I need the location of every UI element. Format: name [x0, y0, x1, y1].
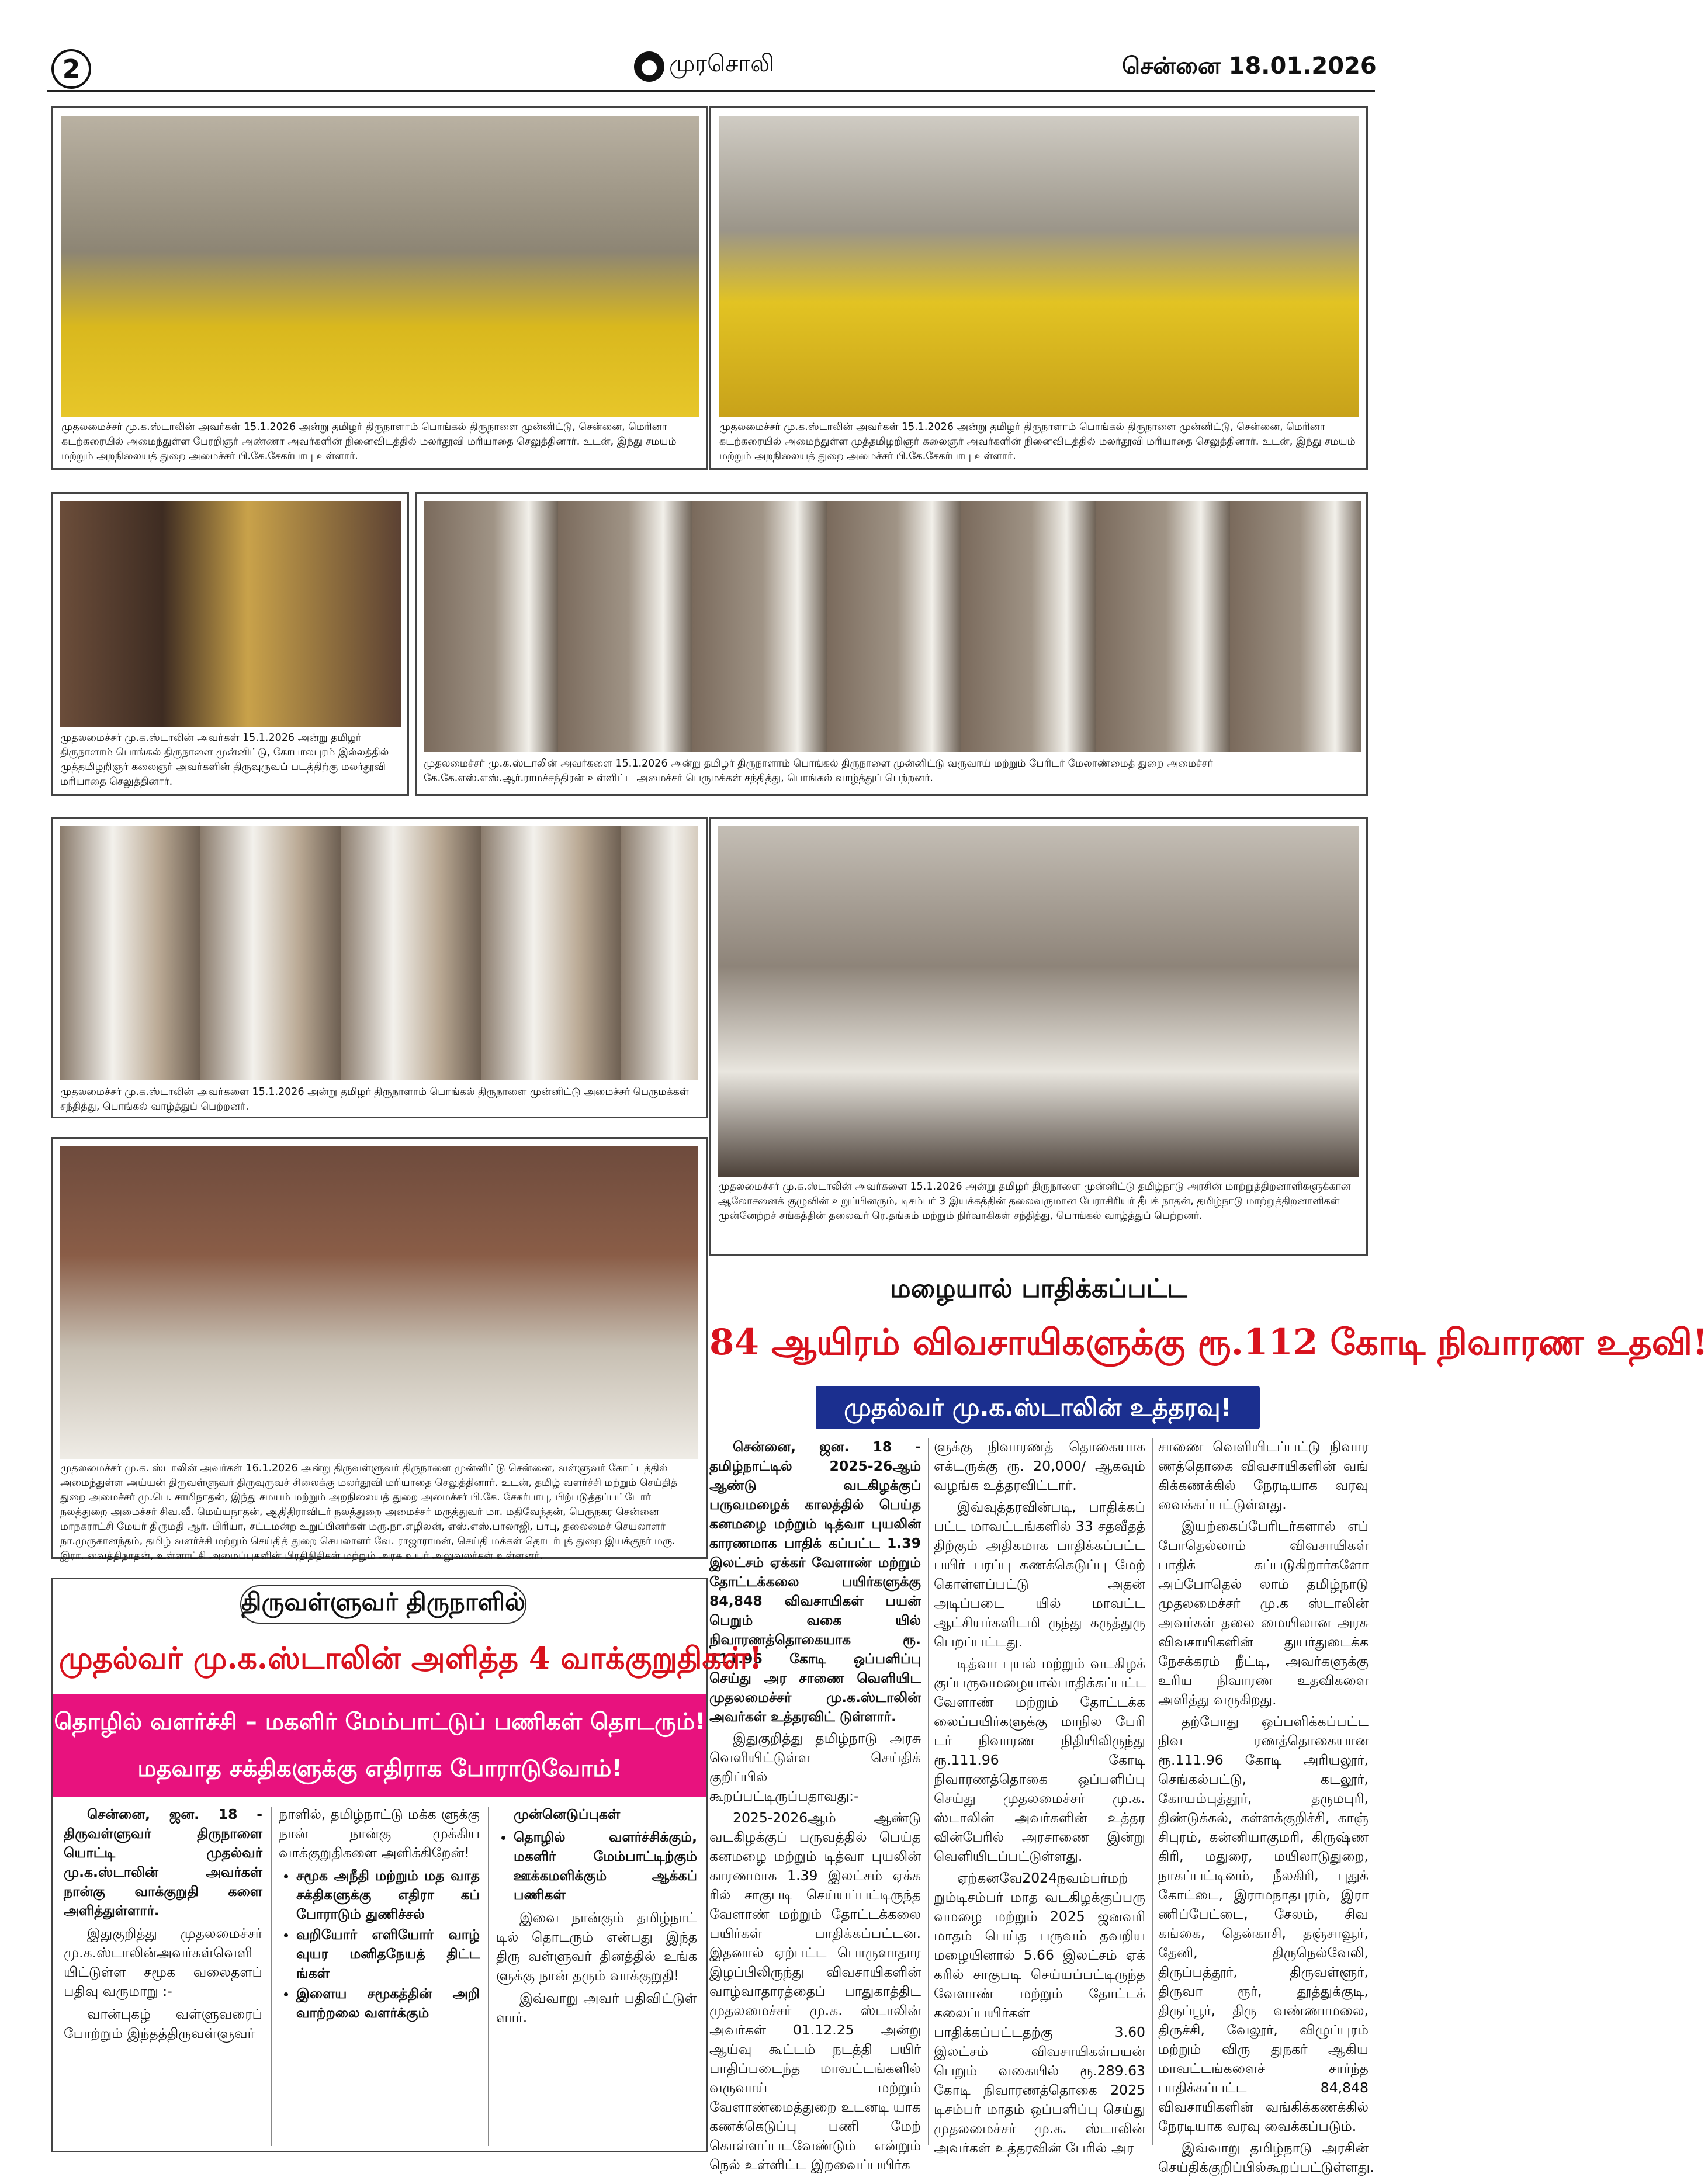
relief-c1-p3: 2025-2026ஆம் ஆண்டு வடகிழக்குப் பருவத்தில் பெய்த கனமழை மற்றும் டித்வா புயலின் காரணமாக 1.39 இலட்சம் ஏக்க ரில் சாகுபடி செய்யப்பட்டிருந்த வேளாண் மற்றும் தோட்டக்கலை பயிர்கள் பாதிக்கப்பட்டன. இதனால் ஏற்பட்ட பொருளாதார இழப்பிலிருந்து விவசாயிகளின் வாழ்வாதாரத்தைப் பாதுகாத்திட முதலமைச்சர் மு.க. ஸ்டாலின் அவர்கள் 01.12.25 அன்று ஆய்வு கூட்டம் நடத்தி பயிர் பாதிப்படைந்த மாவட்டங்களில் வருவாய் மற்றும் வேளாண்மைத்துறை உடனடி யாக கணக்கெடுப்பு பணி மேற் கொள்ளப்படவேண்டும் என்றும் நெல் உள்ளிட்ட இறவைப்பயிர்க	[709, 1809, 921, 2173]
relief-c2-p4: ஏற்கனவே2024நவம்பர்மற் றும்டிசம்பர் மாத வடகிழக்குப்பரு வமழை மற்றும் 2025 ஜனவரி மாதம் பெய்த பருவம் தவறிய மழையினால் 5.66 இலட்சம் ஏக் கரில் சாகுபடி செய்யப்பட்டிருந்த வேளாண் மற்றும் தோட்டக் கலைப்பயிர்கள் பாதிக்கப்பட்டதற்கு 3.60 இலட்சம் விவசாயிகள்பயன் பெறும் வகையில் ரூ.289.63 கோடி நிவாரணத்தொகை 2025 டிசம்பர் மாதம் ஒப்பளிப்பு செய்து முதலமைச்சர் மு.க. ஸ்டாலின் அவர்கள் உத்தரவின் பேரில் அர	[934, 1870, 1145, 2156]
relief-column-1	[709, 1437, 921, 2173]
relief-subhead: முதல்வர் மு.க.ஸ்டாலின் உத்தரவு!	[816, 1386, 1260, 1429]
valluvar-c1-p2: வான்புகழ் வள்ளுவரைப் போற்றும் இந்தத்திருவள்ளுவர்	[64, 2006, 262, 2041]
valluvar-band-line2: மதவாத சக்திகளுக்கு எதிராக போராடுவோம்!	[137, 1755, 622, 1782]
relief-c2-p3: டித்வா புயல் மற்றும் வடகிழக் குப்பருவமழையால்பாதிக்கப்பட்ட வேளாண் மற்றும் தோட்டக்க லைப்பயிர்களுக்கு மாநில பேரி டர் நிவாரண நிதியிலிருந்து ரூ.111.96 கோடி நிவாரணத்தொகை ஒப்பளிப்பு செய்து முதலமைச்சர் மு.க. ஸ்டாலின் அவர்களின் உத்தர வின்பேரில் அரசாணை இன்று வெளியிடப்பட்டுள்ளது.	[934, 1655, 1146, 1864]
valluvar-bullet-1: • சமூக அநீதி மற்றும் மத வாத சக்திகளுக்கு எதிரா கப் போராடும் துணிச்சல்	[296, 1866, 480, 1924]
dateline: சென்னை 18.01.2026	[1122, 53, 1377, 79]
relief-c2-p2: இவ்வுத்தரவின்படி, பாதிக்கப் பட்ட மாவட்டங்களில் 33 சதவீதத் திற்கும் அதிகமாக பாதிக்கப்பட்ட பயிர் பரப்பு கணக்கெடுப்பு மேற் கொள்ளப்பட்டு அதன் அடிப்படை யில் மாவட்ட ஆட்சியர்களிடமி ருந்து கருத்துரு பெறப்பட்டது.	[934, 1499, 1145, 1650]
relief-headline: 84 ஆயிரம் விவசாயிகளுக்கு ரூ.112 கோடி நிவாரண உதவி!	[709, 1322, 1708, 1363]
valluvar-band-line1: தொழில் வளர்ச்சி – மகளிர் மேம்பாட்டுப் பணிகள் தொடரும்!	[54, 1708, 706, 1735]
elephant-logo-icon: ●	[634, 51, 664, 82]
caption-gopalapuram: முதலமைச்சர் மு.க.ஸ்டாலின் அவர்கள் 15.1.2026 அன்று தமிழர் திருநாளாம் பொங்கல் திருநாளை முன்னிட்டு, கோபாலபுரம் இல்லத்தில் முத்தமிழறிஞர் கலைஞர் அவர்களின் திருவுருவப் படத்திற்கு மலர்தூவி மரியாதை செலுத்தினார்.	[60, 732, 389, 788]
valluvar-headline: முதல்வர் மு.க.ஸ்டாலின் அளித்த 4 வாக்குறுதிகள்!	[59, 1641, 763, 1676]
caption-valluvar-kottam: முதலமைச்சர் மு.க. ஸ்டாலின் அவர்கள் 16.1.2026 அன்று திருவள்ளுவர் திருநாளை முன்னிட்டு சென்னை, வள்ளுவர் கோட்டத்தில் அமைந்துள்ள அய்யன் திருவள்ளுவர் திருவுருவச் சிலைக்கு மலர்தூவி மரியாதை செலுத்தினார். உடன், தமிழ் வளர்ச்சி மற்றும் செய்தித் துறை அமைச்சர் மு.பெ. சாமிநாதன், இந்து சமயம் மற்றும் அறநிலையத் துறை அமைச்சர் பி.கே. சேகர்பாபு, பிற்படுத்தப்பட்டோர் நலத்துறை அமைச்சர் சிவ.வீ. மெய்யநாதன், ஆதிதிராவிடர் நலத்துறை அமைச்சர் மருத்துவர் மா. மதிவேந்தன், பெருநகர சென்னை மாநகராட்சி மேயர் திருமதி ஆர். பிரியா, சட்டமன்ற உறுப்பினர்கள் மரு.நா.எழிலன், எஸ்.எஸ்.பாலாஜி, பாபு, தலைமைச் செயலாளர் நா.முருகானந்தம், தமிழ் வளர்ச்சி மற்றும் செய்தித் துறை செயலாளர் வே. ராஜாராமன், செய்தி மக்கள் தொடர்புத் துறை இயக்குநர் மரு. இரா. வைத்திநாதன், உள்ளாட்சி அமைப்புகளின் பிரதிநிதிகள் மற்றும் அரசு உயர் அலுவலர்கள் உள்ளனர்.	[60, 1462, 677, 1562]
relief-c3-p4: இவ்வாறு தமிழ்நாடு அரசின் செய்திக்குறிப்பில்கூறப்பட்டுள்ளது.	[1158, 2140, 1374, 2175]
valluvar-kicker: திருவள்ளுவர் திருநாளில்	[241, 1587, 525, 1616]
relief-rule-2	[1152, 1438, 1153, 2145]
relief-c3-p1: சாணை வெளியிடப்பட்டு நிவார ணத்தொகை விவசாயிகளின் வங் கிக்கணக்கில் நேரடியாக வரவு வைக்கப்பட்டுள்ளது.	[1158, 1438, 1369, 1513]
caption-ministers-greetings: முதலமைச்சர் மு.க.ஸ்டாலின் அவர்களை 15.1.2026 அன்று தமிழர் திருநாளாம் பொங்கல் திருநாளை முன்னிட்டு வருவாய் மற்றும் பேரிடர் மேலாண்மைத் துறை அமைச்சர் கே.கே.எஸ்.எஸ்.ஆர்.ராமச்சந்திரன் உள்ளிட்ட அமைச்சர் பெருமக்கள் சந்தித்து, பொங்கல் வாழ்த்துப் பெற்றனர்.	[424, 758, 1213, 784]
valluvar-c3-heading: முன்னெடுப்புகள்	[514, 1806, 621, 1822]
relief-kicker: மழையால் பாதிக்கப்பட்ட	[890, 1274, 1187, 1304]
relief-c1-p1: சென்னை, ஜன. 18 - தமிழ்நாட்டில் 2025-26ஆம் ஆண்டு வடகிழக்குப் பருவமழைக் காலத்தில் பெய்த கனமழை மற்றும் டித்வா புயலின் காரணமாக பாதிக் கப்பட்ட 1.39 இலட்சம் ஏக்கர் வேளாண் மற்றும் தோட்டக்கலை பயிர்களுக்கு 84,848 விவசாயிகள் பயன் பெறும் வகை யில் நிவாரணத்தொகையாக ரூ. 111.96 கோடி ஒப்பளிப்பு செய்து அர சாணை வெளியிட முதலமைச்சர் மு.க.ஸ்டாலின் அவர்கள் உத்தரவிட் டுள்ளார்.	[709, 1438, 921, 1725]
relief-c2-p1: ளுக்கு நிவாரணத் தொகையாக எக்டருக்கு ரூ. 20,000/ ஆகவும் வழங்க உத்தரவிட்டார்.	[934, 1438, 1145, 1493]
photo-disability-association	[718, 826, 1359, 1177]
photo-kalaignar-memorial	[719, 116, 1359, 417]
valluvar-bullet-3: • இளைய சமூகத்தின் அறி வாற்றலை வளர்க்கும்	[296, 1984, 480, 2023]
valluvar-c2-intro: நாளில், தமிழ்நாட்டு மக்க ளுக்கு நான் நான்கு முக்கிய வாக்குறுதிகளை அளிக்கிறேன்!	[279, 1806, 480, 1861]
valluvar-rule-1	[271, 1807, 272, 2146]
paper-name: முரசொலி	[669, 50, 774, 77]
valluvar-c3-bullets	[496, 1828, 697, 1905]
caption-anna-memorial: முதலமைச்சர் மு.க.ஸ்டாலின் அவர்கள் 15.1.2026 அன்று தமிழர் திருநாளாம் பொங்கல் திருநாளை முன்னிட்டு, சென்னை, மெரினா கடற்கரையில் அமைந்துள்ள பேரறிஞர் அண்ணா அவர்களின் நினைவிடத்தில் மலர்தூவி மரியாதை செலுத்தினார். உடன், இந்து சமயம் மற்றும் அறநிலையத் துறை அமைச்சர் பி.கே.சேகர்பாபு உள்ளார்.	[61, 421, 677, 462]
page-number: 2	[51, 49, 91, 89]
photo-anna-memorial	[61, 116, 699, 417]
valluvar-c1-lead: சென்னை, ஜன. 18 - திருவள்ளுவர் திருநாளை யொட்டி முதல்வர் மு.க.ஸ்டாலின் அவர்கள் நான்கு வாக்குறுதி களை அளித்துள்ளார்.	[64, 1806, 262, 1919]
valluvar-bullet-2: • வறியோர் எளியோர் வாழ் வுயர மனிதநேயத் திட்ட ங்கள்	[296, 1925, 480, 1983]
valluvar-column-1	[64, 1805, 262, 2150]
photo-box-kalaignar-memorial	[709, 106, 1368, 470]
photo-box-ministers-pongal	[51, 817, 708, 1118]
caption-kalaignar-memorial: முதலமைச்சர் மு.க.ஸ்டாலின் அவர்கள் 15.1.2026 அன்று தமிழர் திருநாளாம் பொங்கல் திருநாளை முன்னிட்டு, சென்னை, மெரினா கடற்கரையில் அமைந்துள்ள முத்தமிழறிஞர் கலைஞர் அவர்களின் நினைவிடத்தில் மலர்தூவி மரியாதை செலுத்தினார். உடன், இந்து சமயம் மற்றும் அறநிலையத் துறை அமைச்சர் பி.கே.சேகர்பாபு உள்ளார்.	[719, 421, 1356, 462]
photo-gopalapuram-portrait	[60, 501, 401, 727]
photo-box-anna-memorial	[51, 106, 708, 470]
relief-c1-p2: இதுகுறித்து தமிழ்நாடு அரசு வெளியிட்டுள்ள செய்திக் குறிப்பில் கூறப்பட்டிருப்பதாவது:-	[709, 1730, 921, 1804]
photo-ministers-greetings	[424, 501, 1361, 752]
valluvar-column-2	[279, 1805, 480, 2150]
valluvar-c1-p1: இதுகுறித்து முதலமைச்சர் மு.க.ஸ்டாலின்அவர்கள்வெளி யிட்டுள்ள சமூக வலைதளப் பதிவு வருமாறு :-	[64, 1925, 262, 1999]
relief-column-3	[1158, 1437, 1374, 2175]
valluvar-story-box	[51, 1578, 763, 2152]
valluvar-bullet-4: • தொழில் வளர்ச்சிக்கும், மகளிர் மேம்பாட்டிற்கும் ஊக்கமளிக்கும் ஆக்கப் பணிகள்	[514, 1828, 697, 1905]
photo-box-valluvar-kottam	[51, 1137, 708, 1562]
valluvar-c2-bullets	[279, 1866, 480, 2023]
valluvar-rule-2	[488, 1807, 489, 2146]
valluvar-c3-p2: இவ்வாறு அவர் பதிவிட்டுள் ளார்.	[496, 1990, 697, 2026]
relief-rule-1	[928, 1438, 929, 2145]
photo-valluvar-kottam	[60, 1146, 698, 1459]
caption-ministers-pongal: முதலமைச்சர் மு.க.ஸ்டாலின் அவர்களை 15.1.2026 அன்று தமிழர் திருநாளாம் பொங்கல் திருநாளை முன்னிட்டு அமைச்சர் பெருமக்கள் சந்தித்து, பொங்கல் வாழ்த்துப் பெற்றனர்.	[60, 1086, 689, 1112]
valluvar-c3-p1: இவை நான்கும் தமிழ்நாட் டில் தொடரும் என்பது இந்த திரு வள்ளுவர் தினத்தில் உங்க ளுக்கு நான் தரும் வாக்குறுதி!	[496, 1909, 697, 1984]
photo-box-disability-association	[709, 817, 1368, 1256]
photo-box-gopalapuram	[51, 492, 409, 796]
relief-c3-p2: இயற்கைப்பேரிடர்களால் எப் போதெல்லாம் விவசாயிகள் பாதிக் கப்படுகிறார்களோ அப்போதெல் லாம் தமிழ்நாடு முதலமைச்சர் மு.க ஸ்டாலின் அவர்கள் தலை மையிலான அரசு விவசாயிகளின் துயர்துடைக்க நேசக்கரம் நீட்டி, அவர்களுக்கு உரிய நிவாரண உதவிகளை அளித்து வருகிறது.	[1158, 1518, 1369, 1708]
caption-disability-association: முதலமைச்சர் மு.க.ஸ்டாலின் அவர்களை 15.1.2026 அன்று தமிழர் திருநாளை முன்னிட்டு தமிழ்நாடு அரசின் மாற்றுத்திறனாளிகளுக்கான ஆலோசனைக் குழுவின் உறுப்பினரும், டிசம்பர் 3 இயக்கத்தின் தலைவருமான பேராசிரியர் தீபக் நாதன், தமிழ்நாடு மாற்றுத்திறனாளிகள் முன்னேற்றச் சங்கத்தின் தலைவர் ரெ.தங்கம் மற்றும் நிர்வாகிகள் சந்தித்து, பொங்கல் வாழ்த்துப் பெற்றனர்.	[718, 1181, 1351, 1222]
relief-column-2	[934, 1437, 1146, 2156]
valluvar-column-3	[496, 1805, 697, 2150]
photo-ministers-pongal	[60, 826, 698, 1080]
photo-box-ministers-greetings	[415, 492, 1368, 796]
relief-c3-p3: தற்போது ஒப்பளிக்கப்பட்ட நிவ ரணத்தொகையான ரூ.111.96 கோடி அரியலூர், செங்கல்பட்டு, கடலூர், கோயம்புத்தூர், தருமபுரி, திண்டுக்கல், கள்ளக்குறிச்சி, காஞ் சிபுரம், கன்னியாகுமரி, கிருஷ்ண கிரி, மதுரை, மயிலாடுதுறை, நாகப்பட்டினம், நீலகிரி, புதுக் கோட்டை, இராமநாதபுரம், இரா ணிப்பேட்டை, சேலம், சிவ கங்கை, தென்காசி, தஞ்சாவூர், தேனி, திருநெல்வேலி, திருப்பத்தூர், திருவள்ளூர், திருவா ரூர், தூத்துக்குடி, திருப்பூர், திரு வண்ணாமலை, திருச்சி, வேலூர், விழுப்புரம் மற்றும் விரு துநகர் ஆகிய மாவட்டங்களைச் சார்ந்த பாதிக்கப்பட்ட 84,848 விவசாயிகளின் வங்கிக்கணக்கில் நேரடியாக வரவு வைக்கப்படும்.	[1158, 1713, 1369, 2134]
